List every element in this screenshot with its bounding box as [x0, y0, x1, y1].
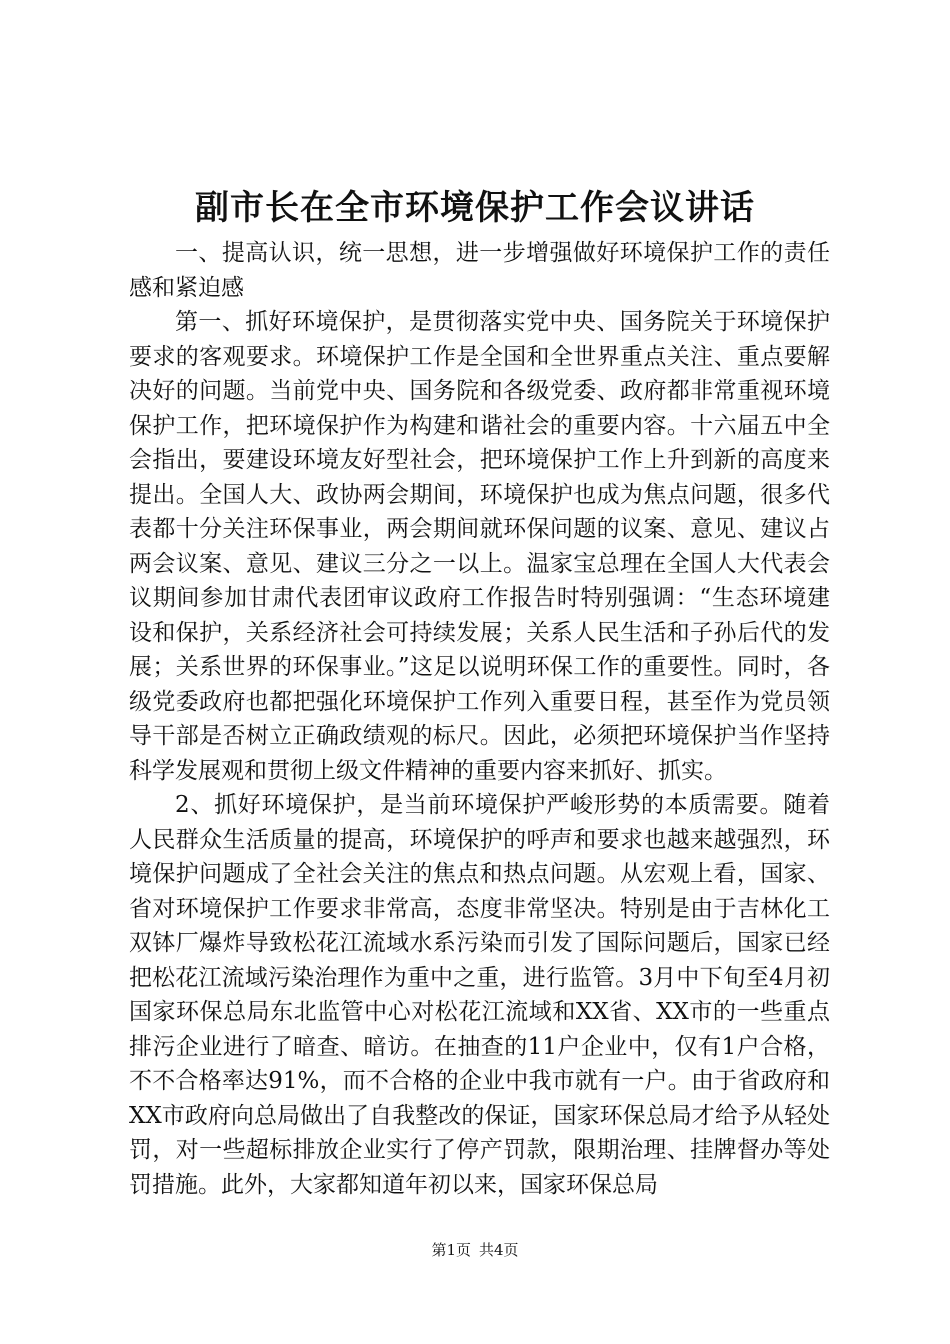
paragraph-second-point: 2、抓好环境保护，是当前环境保护严峻形势的本质需要。随着人民群众生活质量的提高，环境保护的呼声和要求也越来越强烈，环境保护问题成了全社会关注的焦点和热点问题。从宏观上看，国家、省对环境保护工作要求非常高，态度非常坚决。特别是由于吉林化工双钵厂爆炸导致松花江流域水系污染而引发了国际问题后，国家已经把松花江流域污染治理作为重中之重，进行监管。3月中下旬至4月初国家环保总局东北监管中心对松花江流域和XX省、XX市的一些重点排污企业进行了暗查、暗访。在抽查的11户企业中，仅有1户合格，不不合格率达91%，而不合格的企业中我市就有一户。由于省政府和XX市政府向总局做出了自我整改的保证，国家环保总局才给予从轻处罚，对一些超标排放企业实行了停产罚款，限期治理、挂牌督办等处罚措施。此外，大家都知道年初以来，国家环保总局 — [129, 792, 830, 1198]
document-body — [129, 236, 830, 1202]
page-number: 第1页 — [431, 1241, 471, 1259]
paragraph-heading-one: 一、提高认识，统一思想，进一步增强做好环境保护工作的责任感和紧迫感 — [129, 240, 830, 301]
paragraph-first-point: 第一、抓好环境保护，是贯彻落实党中央、国务院关于环境保护要求的客观要求。环境保护工作是全国和全世界重点关注、重点要解决好的问题。当前党中央、国务院和各级党委、政府都非常重视环境保护工作，把环境保护作为构建和谐社会的重要内容。十六届五中全会指出，要建设环境友好型社会，把环境保护工作上升到新的高度来提出。全国人大、政协两会期间，环境保护也成为焦点问题，很多代表都十分关注环保事业，两会期间就环保问题的议案、意见、建议占两会议案、意见、建议三分之一以上。温家宝总理在全国人大代表会议期间参加甘肃代表团审议政府工作报告时特别强调：“生态环境建设和保护，关系经济社会可持续发展；关系人民生活和子孙后代的发展；关系世界的环保事业。”这足以说明环保工作的重要性。同时，各级党委政府也都把强化环境保护工作列入重要日程，甚至作为党员领导干部是否树立正确政绩观的标尺。因此，必须把环境保护当作坚持科学发展观和贯彻上级文件精神的重要内容来抓好、抓实。 — [129, 309, 830, 784]
page-total: 共4页 — [479, 1241, 519, 1259]
document-title: 副市长在全市环境保护工作会议讲话 — [195, 188, 755, 228]
page-footer — [0, 1240, 950, 1260]
